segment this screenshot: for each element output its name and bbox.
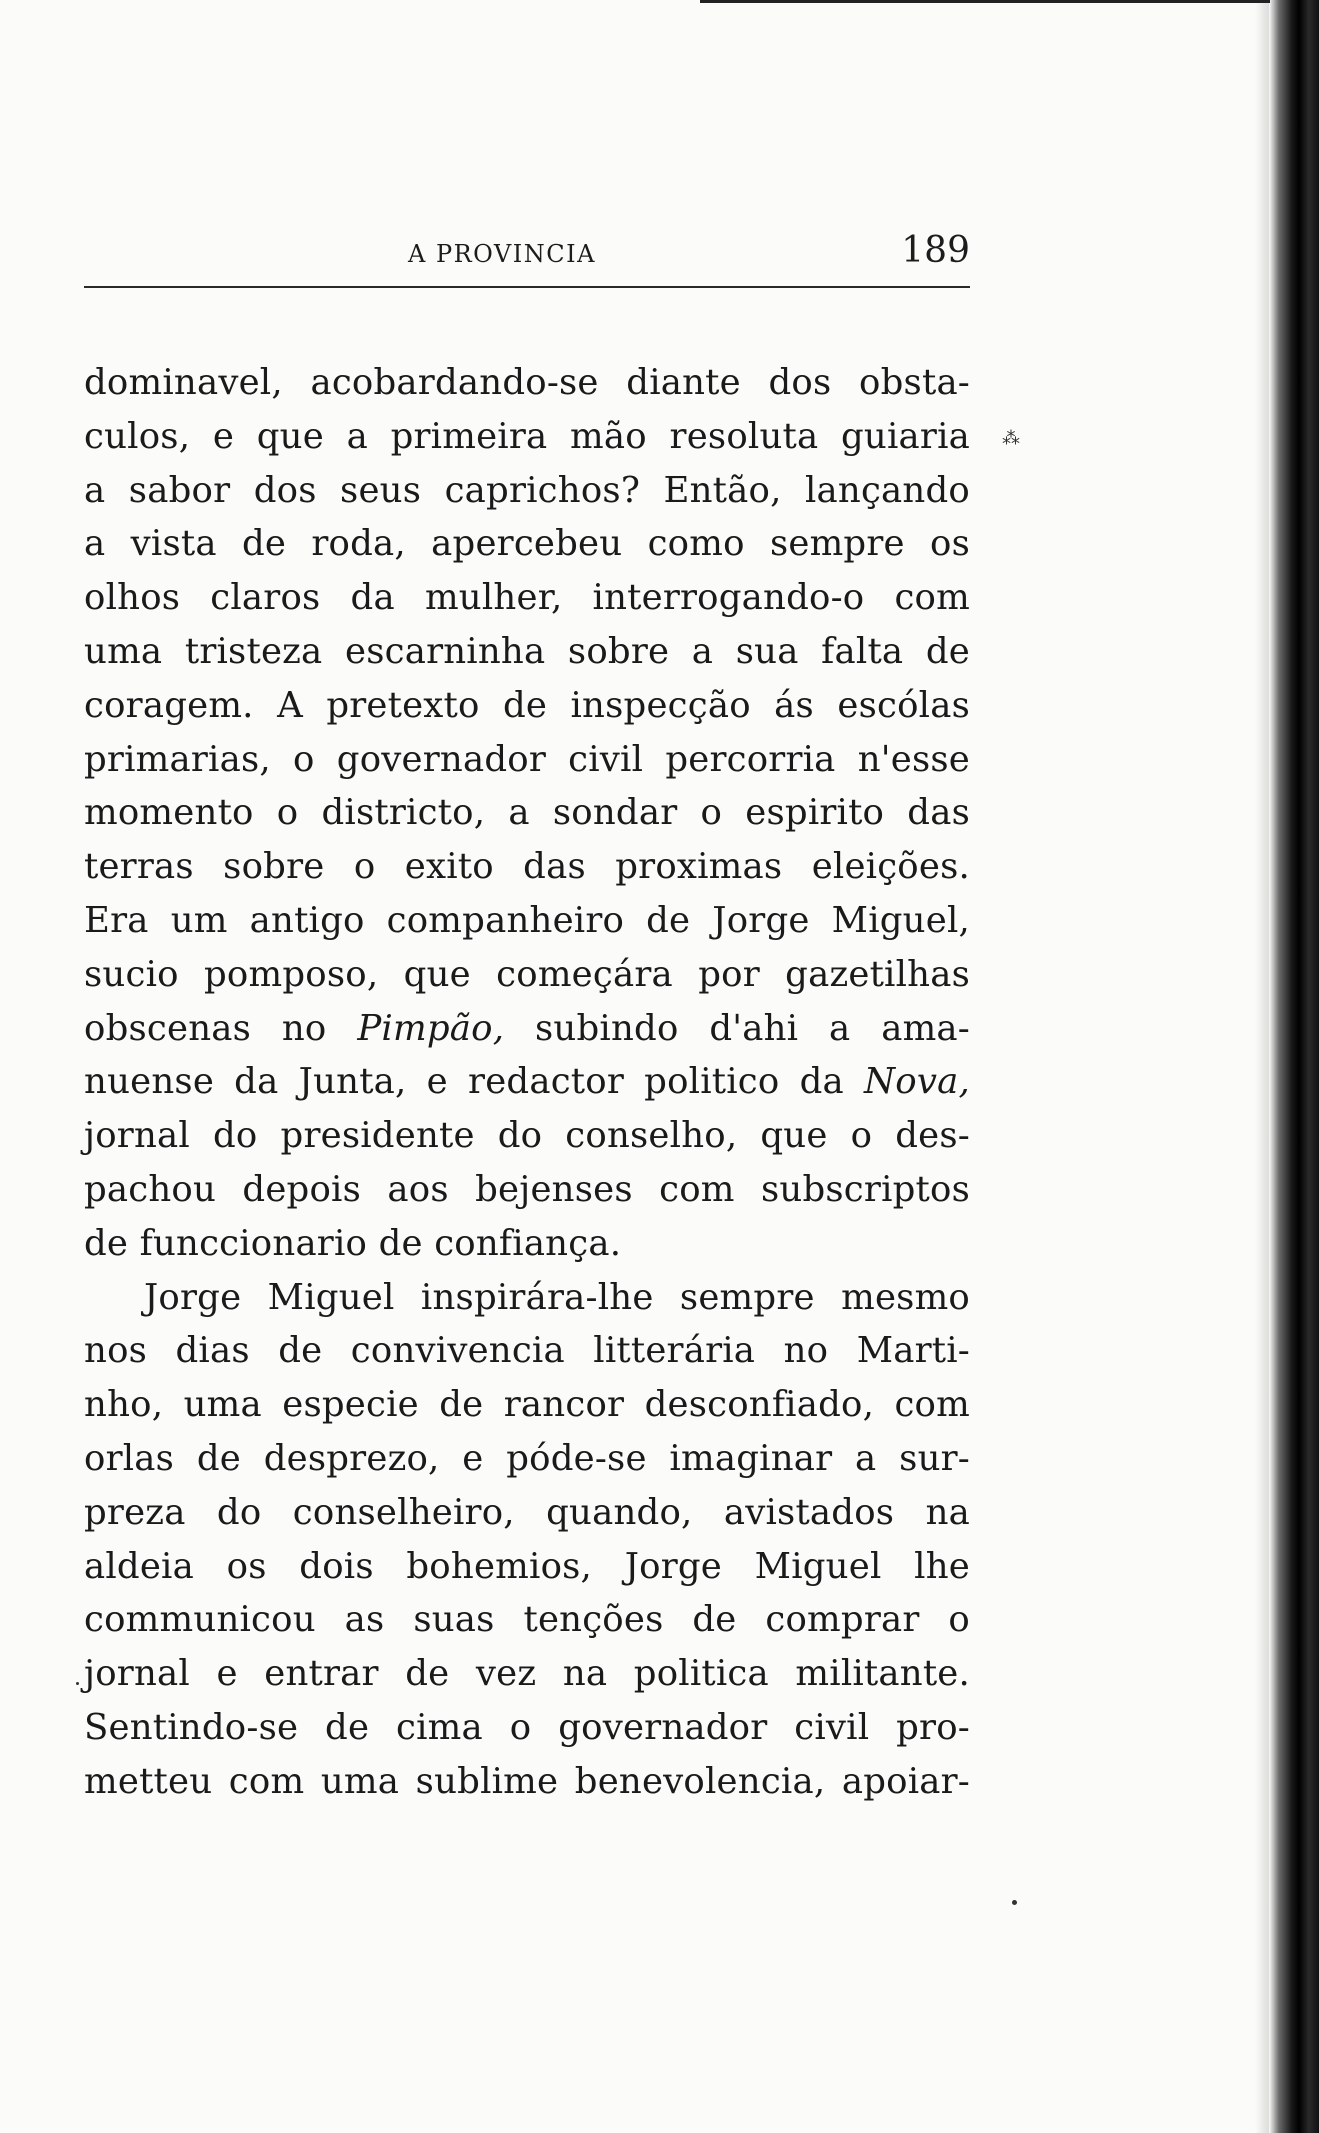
text-line: momento o districto, a sondar o espirito das xyxy=(84,792,970,834)
text-line: Sentindo-se de cima o governador civil pro- xyxy=(84,1706,970,1748)
text-line: jornal e entrar de vez na politica militante. xyxy=(84,1653,970,1695)
text-line xyxy=(84,1002,970,1056)
book-binding-edge xyxy=(1269,0,1319,2133)
text-line: jornal do presidente do conselho, que o des- xyxy=(84,1115,970,1157)
text-line: a sabor dos seus caprichos? Então, lançando xyxy=(84,469,970,511)
binding-shadow xyxy=(1255,0,1269,2133)
text-line: olhos claros da mulher, interrogando-o com xyxy=(84,577,970,619)
body-text xyxy=(84,356,970,1809)
text-line: terras sobre o exito das proximas eleições. xyxy=(84,846,970,888)
page-header xyxy=(84,222,970,282)
text-line: metteu com uma sublime benevolencia, apoiar- xyxy=(84,1760,970,1802)
text-line: Jorge Miguel inspirára-lhe sempre mesmo xyxy=(144,1276,970,1318)
text-line: nho, uma especie de rancor desconfiado, com xyxy=(84,1384,970,1426)
text-line: preza do conselheiro, quando, avistados na xyxy=(84,1491,970,1533)
running-title: A PROVINCIA xyxy=(408,240,596,268)
text-segment: obscenas no xyxy=(84,1007,358,1049)
text-segment: subindo d'ahi a ama- xyxy=(504,1007,970,1049)
text-line: nos dias de convivencia litterária no Marti- xyxy=(84,1330,970,1372)
italic-title: Pimpão, xyxy=(357,1007,505,1049)
header-rule xyxy=(84,286,970,288)
text-line: dominavel, acobardando-se diante dos obsta- xyxy=(84,362,970,403)
text-segment: nuense da Junta, e redactor politico da xyxy=(84,1061,865,1103)
text-line: culos, e que a primeira mão resoluta guiaria xyxy=(84,415,970,457)
text-line: uma tristeza escarninha sobre a sua falta de xyxy=(84,630,970,672)
top-page-edge xyxy=(700,0,1270,3)
ink-speck xyxy=(76,1682,79,1685)
text-line xyxy=(84,1055,970,1109)
text-line: aldeia os dois bohemios, Jorge Miguel lhe xyxy=(84,1545,970,1587)
ink-speck xyxy=(1012,1900,1017,1905)
text-line: communicou as suas tenções de comprar o xyxy=(84,1599,970,1641)
italic-title: Nova, xyxy=(864,1061,970,1103)
text-line: primarias, o governador civil percorria n'esse xyxy=(84,738,970,780)
text-line: pachou depois aos bejenses com subscriptos xyxy=(84,1168,970,1210)
text-line: coragem. A pretexto de inspecção ás escólas xyxy=(84,684,970,726)
text-line: orlas de desprezo, e póde-se imaginar a sur- xyxy=(84,1437,970,1479)
text-line: Era um antigo companheiro de Jorge Miguel, xyxy=(84,899,970,941)
text-line: a vista de roda, apercebeu como sempre os xyxy=(84,523,970,565)
page-number: 189 xyxy=(901,230,970,271)
margin-mark: ⁂ xyxy=(1002,428,1020,449)
text-line: de funccionario de confiança. xyxy=(84,1222,622,1264)
text-line: sucio pomposo, que começára por gazetilhas xyxy=(84,953,970,995)
